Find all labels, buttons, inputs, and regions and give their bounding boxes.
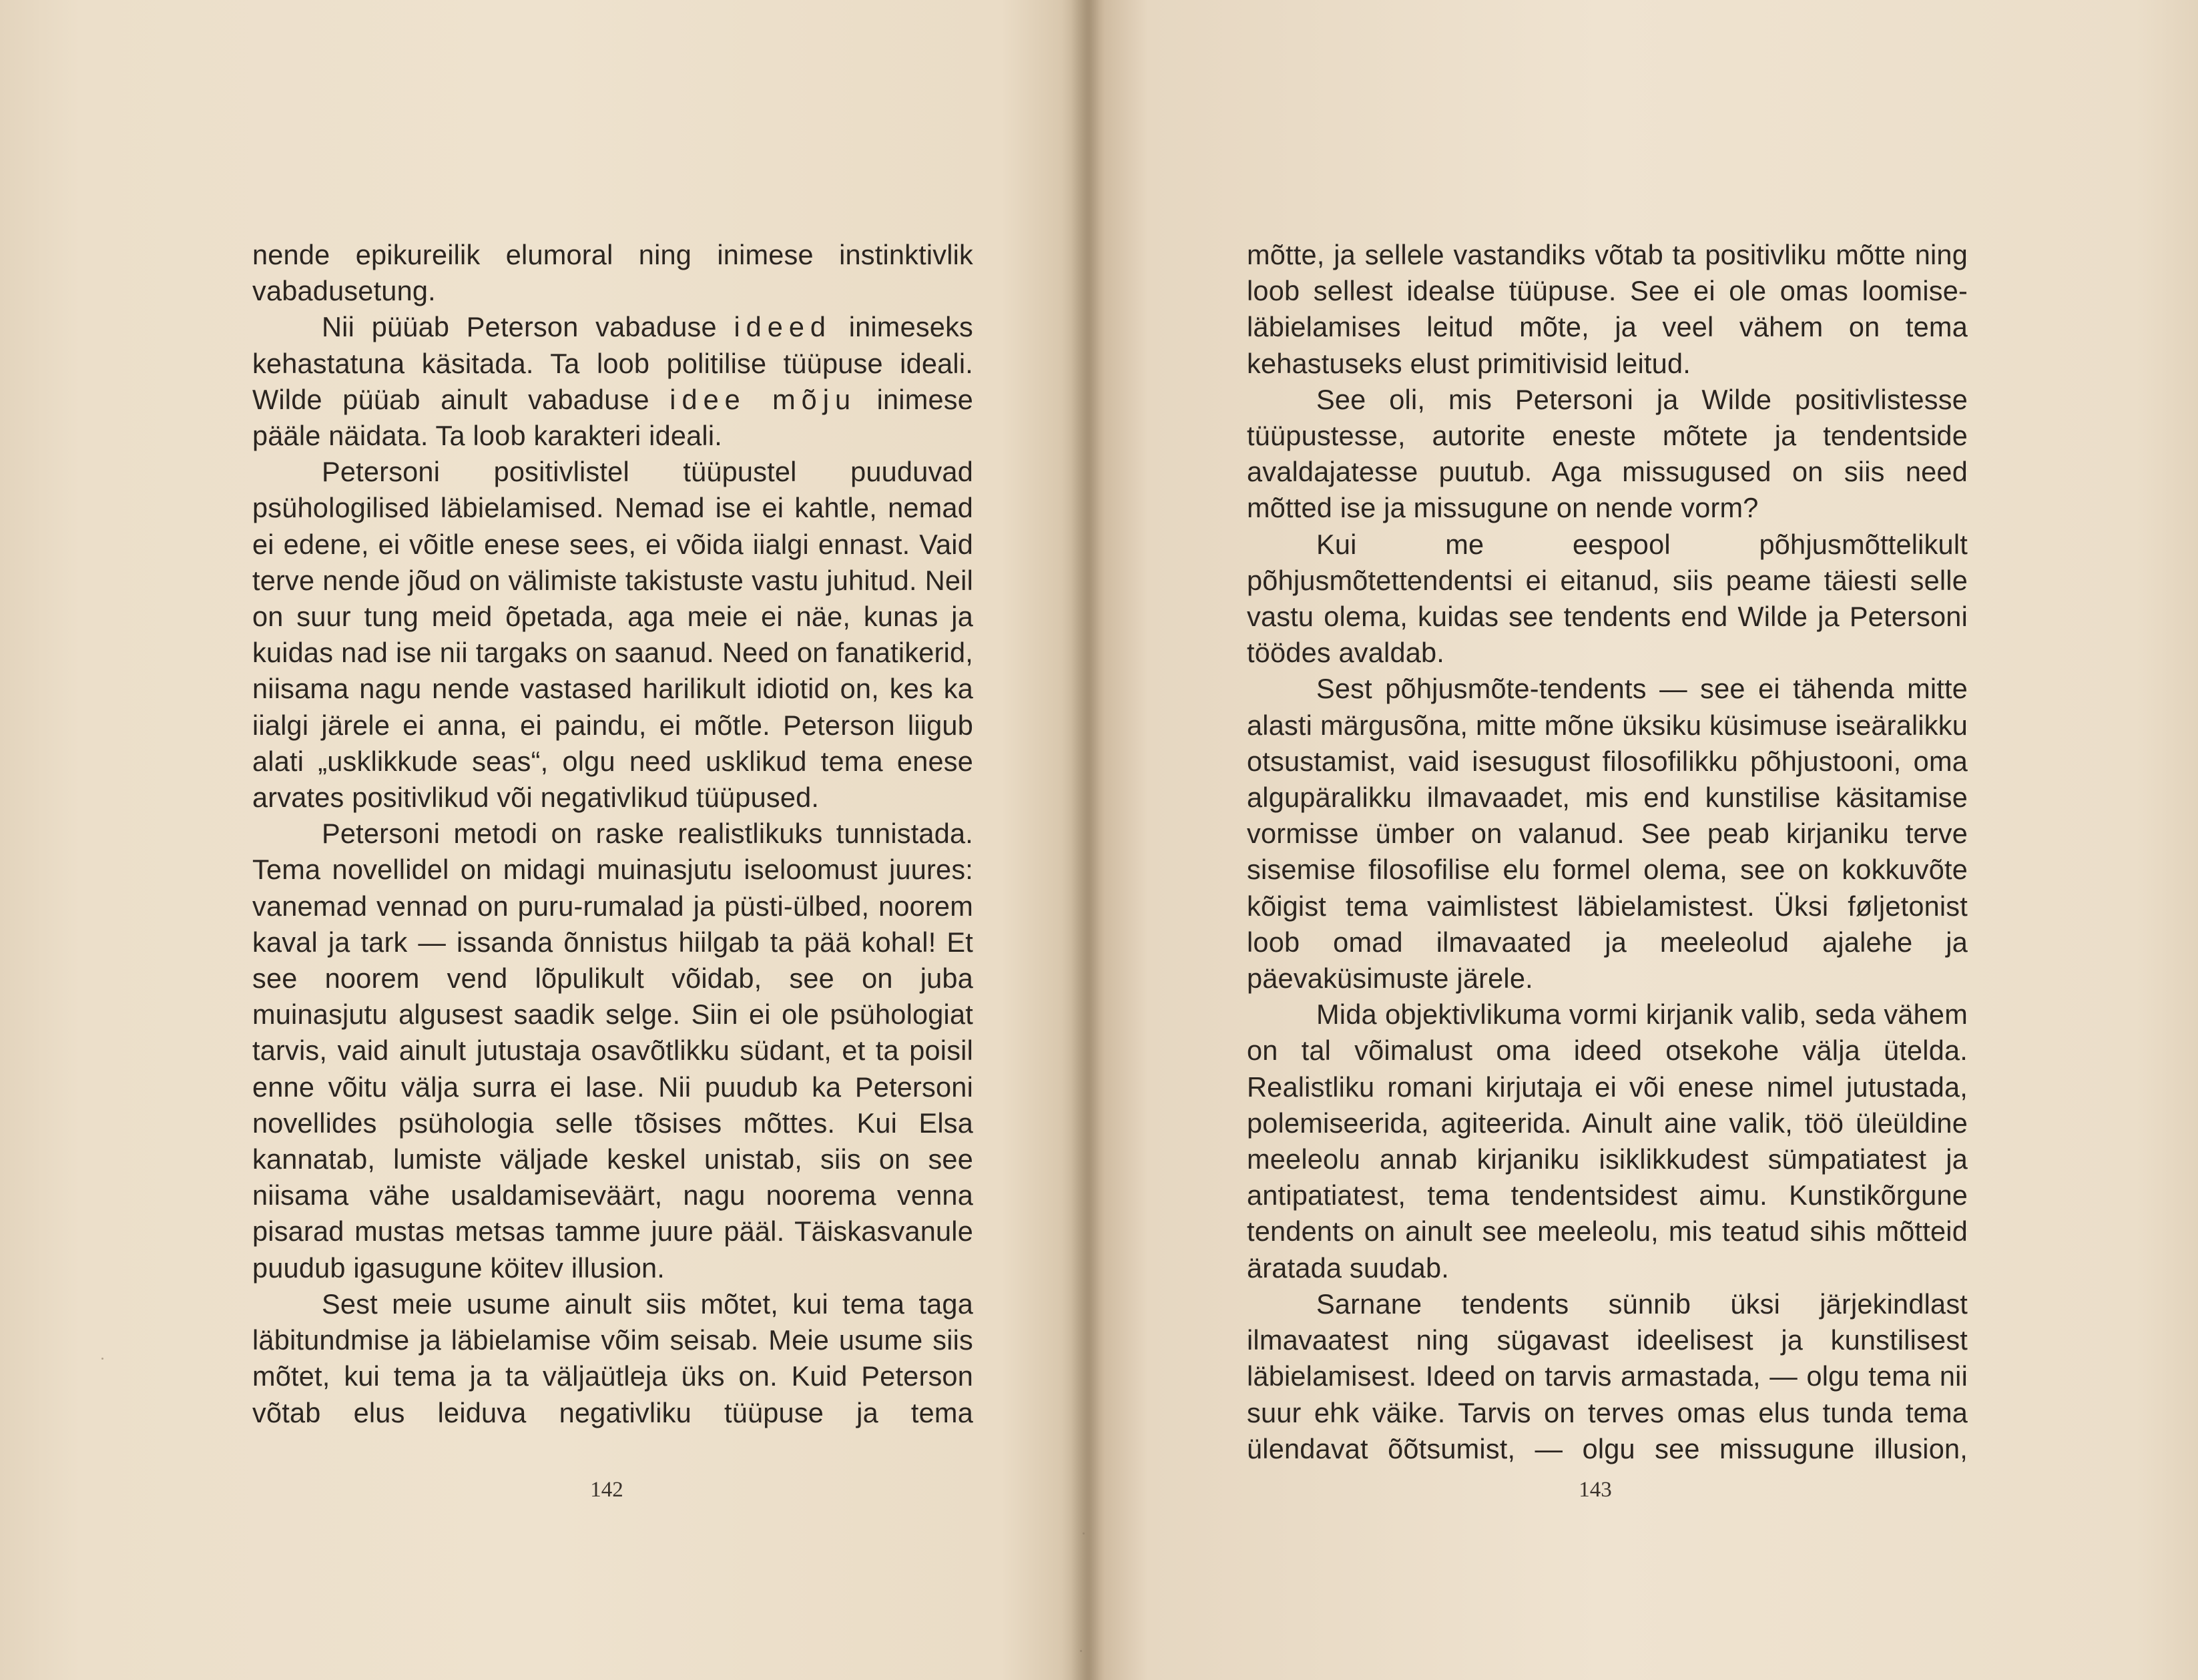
left-paragraph-2 xyxy=(252,309,973,454)
right-paragraph-3 xyxy=(1247,527,1968,671)
page-number-right: 143 xyxy=(1579,1478,1612,1502)
text-run: Petersoni positivlistel tüüpustel puuduvad psühologilised läbielamised. Nemad ise ei kahtle, nemad ei edene, ei võitle enese sees, ei võida iialgi ennast. Vaid terve nende jõud on välimiste takistuste vastu juhitud. Neil on suur tung meid õpetada, aga meie ei näe, kunas ja kuidas nad ise nii targaks on saanud. Need on fanatikerid, niisama nagu nende vastased harilikult idiotid on, kes ka iialgi järele ei anna, ei paindu, ei mõtle. Peterson liigub alati „usklikkude seas“, olgu need usklikud tema enese arvates positivlikud või negativlikud tüüpused. xyxy=(252,456,973,814)
left-page xyxy=(252,237,973,1431)
text-run: Sarnane tendents sünnib üksi järjekindlast ilmavaatest ning sügavast ideelisest ja kunstilisest läbielamisest. Ideed on tarvis armastada, — olgu tema nii suur ehk väike. Tarvis on terves omas elus tunda tema ülendavat õõtsumist, — olgu see missugune illusion, xyxy=(1247,1288,1968,1464)
page-number-left: 142 xyxy=(590,1478,623,1502)
book-gutter xyxy=(1071,0,1105,1680)
paper-speck xyxy=(101,1358,103,1360)
text-run: Nii püüab Peterson vabaduse xyxy=(322,311,734,343)
text-run: Mida objektivlikuma vormi kirjanik valib, seda vähem on tal võimalust oma ideed otsekohe välja ütelda. Realistliku romani kirjutaja ei või enese nimel jutustada, polemiseerida, agiteerida. Ainult aine valik, töö üleüldine meeleolu annab kirjaniku isiklikkudest sümpatiatest ja antipatiatest, tema tendentsidest aimu. Kunstikõrgune tendents on ainult see meeleolu, mis teatud sihis mõtteid äratada suudab. xyxy=(1247,999,1968,1284)
paper-speck xyxy=(1083,1532,1085,1534)
left-paragraph-1 xyxy=(252,237,973,309)
right-paragraph-1 xyxy=(1247,237,1968,382)
right-paragraph-4 xyxy=(1247,671,1968,997)
paper-speck xyxy=(1080,1650,1082,1652)
text-run: mõtte, ja sellele vastandiks võtab ta positivliku mõtte ning loob sellest idealse tüüpuse. See ei ole omas loomise-läbielamises leitud mõte, ja veel vähem on tema kehastuseks elust primitivisid leitud. xyxy=(1247,239,1968,379)
text-run: Petersoni metodi on raske realistlikuks tunnistada. Tema novellidel on midagi muinasjutu iseloomust juures: vanemad vennad on puru-rumalad ja püsti-ülbed, noorem kaval ja tark — issanda õnnistus hiilgab ta pää kohal! Et see noorem vend lõpulikult võidab, see on juba muinasjutu algusest saadik selge. Siin ei ole psühologiat tarvis, vaid ainult jutustaja osavõtlikku südant, et ta poisil enne võitu välja surra ei lase. Nii puudub ka Petersoni novellides psühologia selle tõsises mõttes. Kui Elsa kannatab, lumiste väljade keskel unistab, siis on see niisama vähe usaldamiseväärt, nagu noorema venna pisarad mustas metsas tamme juure pääl. Täiskasvanule puudub igasugune köitev illusion. xyxy=(252,818,973,1284)
text-run: See oli, mis Petersoni ja Wilde positivlistesse tüüpustesse, autorite eneste mõtete ja tendentside avaldajatesse puutub. Aga missugused on siis need mõtted ise ja missugune on nende vorm? xyxy=(1247,383,1968,524)
spaced-emphasis: idee mõju xyxy=(669,383,857,415)
left-paragraph-5 xyxy=(252,1286,973,1431)
spaced-emphasis: ideed xyxy=(734,311,832,343)
right-paragraph-2 xyxy=(1247,382,1968,527)
right-paragraph-6 xyxy=(1247,1286,1968,1467)
left-paragraph-4 xyxy=(252,816,973,1286)
text-run: Sest põhjusmõte-tendents — see ei tähenda mitte alasti märgusõna, mitte mõne üksiku küsimuse iseäralikku otsustamist, vaid isesugust filosofilikku põhjustooni, oma algupäralikku ilmavaadet, mis end kunstilise käsitamise vormisse ümber on valanud. See peab kirjaniku terve sisemise filosofilise elu formel olema, see on kokkuvõte kõigist tema vaimlistest läbielamistest. Üksi føljetonist loob omad ilmavaated ja meeleolud ajalehe ja päevaküsimuste järele. xyxy=(1247,673,1968,995)
left-paragraph-3 xyxy=(252,454,973,816)
text-run: inimese pääle näidata. Ta loob karakteri ideali. xyxy=(252,383,973,452)
text-run: Kui me eespool põhjusmõttelikult põhjusmõtettendentsi ei eitanud, siis peame täiesti selle vastu olema, kuidas see tendents end Wilde ja Petersoni töödes avaldab. xyxy=(1247,528,1968,669)
text-run: nende epikureilik elumoral ning inimese instinktivlik vabadusetung. xyxy=(252,239,973,307)
text-run: inimeseks kehastatuna käsitada. Ta loob politilise tüüpuse ideali. Wilde püüab ainult vabaduse xyxy=(252,311,973,415)
right-paragraph-5 xyxy=(1247,997,1968,1286)
right-page xyxy=(1247,237,1968,1467)
text-run: Sest meie usume ainult siis mõtet, kui tema taga läbitundmise ja läbielamise võim seisab. Meie usume siis mõtet, kui tema ja ta väljaütleja üks on. Kuid Peterson võtab elus leiduva negativliku tüüpuse ja tema xyxy=(252,1288,973,1428)
